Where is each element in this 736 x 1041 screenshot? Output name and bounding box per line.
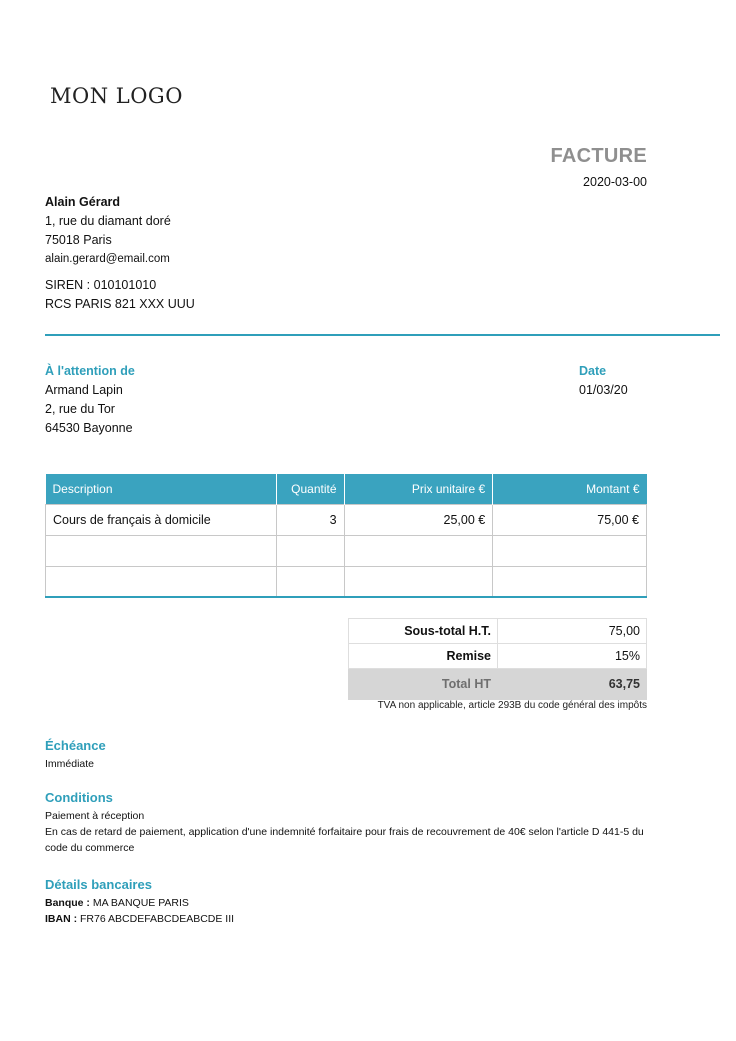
cell-description: Cours de français à domicile: [46, 504, 277, 535]
recipient-name: Armand Lapin: [45, 383, 123, 397]
total-value: 63,75: [498, 669, 647, 700]
sender-block: [45, 193, 171, 269]
table-row: [46, 504, 647, 535]
bank-name-value: MA BANQUE PARIS: [92, 897, 189, 909]
legal-block: [45, 276, 195, 314]
echeance-label: Échéance: [45, 738, 106, 753]
cell-unit-price: [344, 535, 493, 566]
cell-quantity: [276, 535, 344, 566]
bank-name-line: [45, 895, 234, 911]
bank-label: Détails bancaires: [45, 877, 152, 892]
tva-note: TVA non applicable, article 293B du code général des impôts: [377, 700, 647, 711]
cell-quantity: 3: [276, 504, 344, 535]
header-amount: Montant €: [493, 474, 647, 504]
bank-block: [45, 876, 234, 927]
cell-amount: [493, 535, 647, 566]
bank-name-label: Banque :: [45, 897, 90, 909]
section-divider: [45, 334, 720, 336]
sender-address-line2: 75018 Paris: [45, 233, 112, 247]
header-description: Description: [46, 474, 277, 504]
recipient-block: [45, 362, 135, 438]
echeance-block: [45, 737, 106, 772]
iban-line: [45, 911, 234, 927]
discount-value: 15%: [498, 644, 647, 669]
table-row: [46, 566, 647, 597]
sender-rcs: RCS PARIS 821 XXX UUU: [45, 297, 195, 311]
cell-description: [46, 566, 277, 597]
cell-unit-price: 25,00 €: [344, 504, 493, 535]
recipient-address-line2: 64530 Bayonne: [45, 421, 133, 435]
subtotal-value: 75,00: [498, 619, 647, 644]
items-header-row: [46, 474, 647, 504]
recipient-address-line1: 2, rue du Tor: [45, 402, 115, 416]
sender-address-line1: 1, rue du diamant doré: [45, 214, 171, 228]
conditions-line1: Paiement à réception: [45, 810, 145, 822]
header-quantity: Quantité: [276, 474, 344, 504]
cell-quantity: [276, 566, 344, 597]
conditions-label: Conditions: [45, 790, 113, 805]
date-block: [579, 362, 628, 400]
iban-label: IBAN :: [45, 913, 78, 925]
sender-name: Alain Gérard: [45, 195, 121, 209]
recipient-label: À l'attention de: [45, 364, 135, 378]
cell-unit-price: [344, 566, 493, 597]
sender-email: alain.gerard@email.com: [45, 253, 170, 265]
cell-amount: [493, 566, 647, 597]
document-date: 2020-03-00: [583, 175, 647, 189]
date-label: Date: [579, 364, 607, 378]
header-unit-price: Prix unitaire €: [344, 474, 493, 504]
document-title: FACTURE: [550, 145, 647, 167]
total-label: Total HT: [349, 669, 498, 700]
iban-value: FR76 ABCDEFABCDEABCDE III: [80, 913, 235, 925]
subtotal-row: [349, 619, 647, 644]
cell-description: [46, 535, 277, 566]
subtotal-label: Sous-total H.T.: [349, 619, 498, 644]
items-table: [45, 474, 647, 598]
conditions-block: [45, 789, 645, 856]
discount-label: Remise: [349, 644, 498, 669]
conditions-line2: En cas de retard de paiement, application d'une indemnité forfaitaire pour frais de recouvrement de 40€ selon l'article D 441-5 du code du commerce: [45, 826, 644, 854]
sender-siren: SIREN : 010101010: [45, 278, 157, 292]
totals-table: [348, 618, 647, 700]
table-row: [46, 535, 647, 566]
discount-row: [349, 644, 647, 669]
total-row: [349, 669, 647, 700]
echeance-value: Immédiate: [45, 758, 95, 770]
logo: MON LOGO: [50, 84, 183, 108]
date-value: 01/03/20: [579, 383, 628, 397]
cell-amount: 75,00 €: [493, 504, 647, 535]
